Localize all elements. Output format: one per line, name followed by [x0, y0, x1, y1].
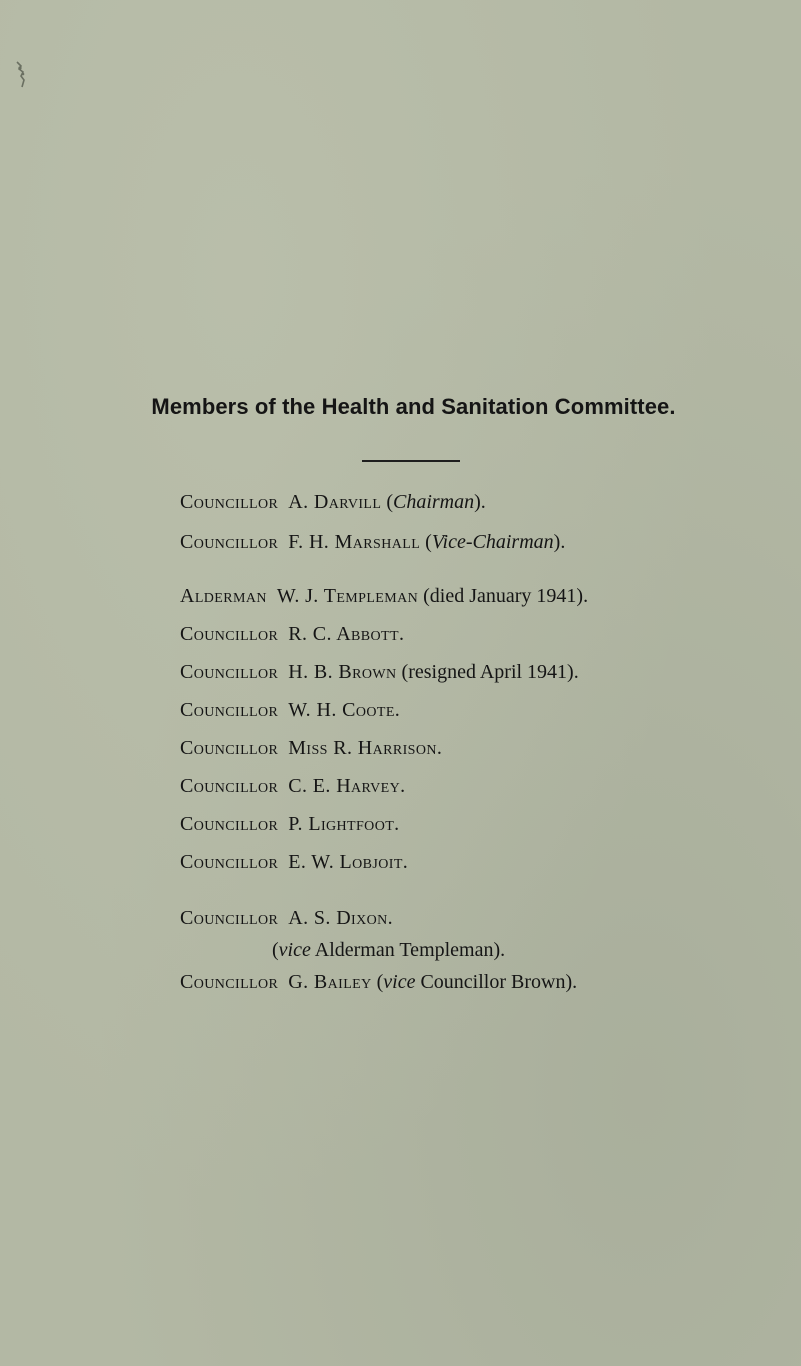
- member-line: [180, 736, 442, 760]
- member-note: Chairman: [393, 491, 475, 513]
- member-line: Councillor G. Bailey (vice Councillor Brown).: [180, 971, 578, 993]
- member-role: Councillor: [180, 851, 279, 873]
- member-role: Councillor: [180, 699, 279, 721]
- member-name: F. H. Marshall: [288, 531, 421, 553]
- member-name: H. B. Brown: [288, 661, 397, 683]
- member-name: C. E. Harvey.: [288, 775, 406, 797]
- member-role: Councillor: [180, 971, 279, 993]
- member-name: P. Lightfoot.: [288, 813, 400, 835]
- member-name: A. Darvill: [288, 491, 382, 513]
- member-name: G. Bailey: [288, 971, 372, 993]
- member-name: W. H. Coote.: [288, 699, 401, 721]
- member-line: [180, 660, 579, 684]
- member-name: R. C. Abbott.: [288, 623, 405, 645]
- member-note: (died January 1941).: [418, 585, 589, 607]
- ink-speck-icon: [14, 60, 30, 90]
- title-divider: [362, 460, 460, 462]
- member-line: [180, 812, 400, 836]
- member-note: (resigned April 1941).: [396, 661, 579, 683]
- member-line-chairman: Councillor A. Darvill (Chairman).: [180, 491, 486, 513]
- member-role: Councillor: [180, 623, 279, 645]
- member-name: W. J. Templeman: [276, 585, 419, 607]
- member-role: Councillor: [180, 531, 279, 553]
- member-name: E. W. Lobjoit.: [288, 851, 409, 873]
- member-note: vice: [383, 971, 416, 993]
- member-role: Councillor: [180, 907, 279, 929]
- member-line: [180, 850, 408, 874]
- member-role: Councillor: [180, 737, 279, 759]
- member-line: [180, 774, 406, 798]
- page-title: Members of the Health and Sanitation Committee.: [151, 394, 676, 419]
- member-role: Councillor: [180, 813, 279, 835]
- member-role: Councillor: [180, 661, 279, 683]
- member-note: Vice-Chairman: [431, 531, 554, 553]
- member-role: Councillor: [180, 775, 279, 797]
- member-line-vice-chairman: Councillor F. H. Marshall (Vice-Chairman).: [180, 531, 566, 553]
- member-line: [180, 584, 588, 608]
- member-line: [180, 622, 404, 646]
- member-line: [180, 698, 400, 722]
- member-role: Alderman: [180, 585, 267, 607]
- member-role: Councillor: [180, 491, 279, 513]
- member-line-continuation: (vice Alderman Templeman).: [272, 939, 506, 961]
- member-name: Miss R. Harrison.: [288, 737, 443, 759]
- member-line: [180, 906, 393, 930]
- member-note: vice: [278, 939, 311, 961]
- member-name: A. S. Dixon.: [288, 907, 394, 929]
